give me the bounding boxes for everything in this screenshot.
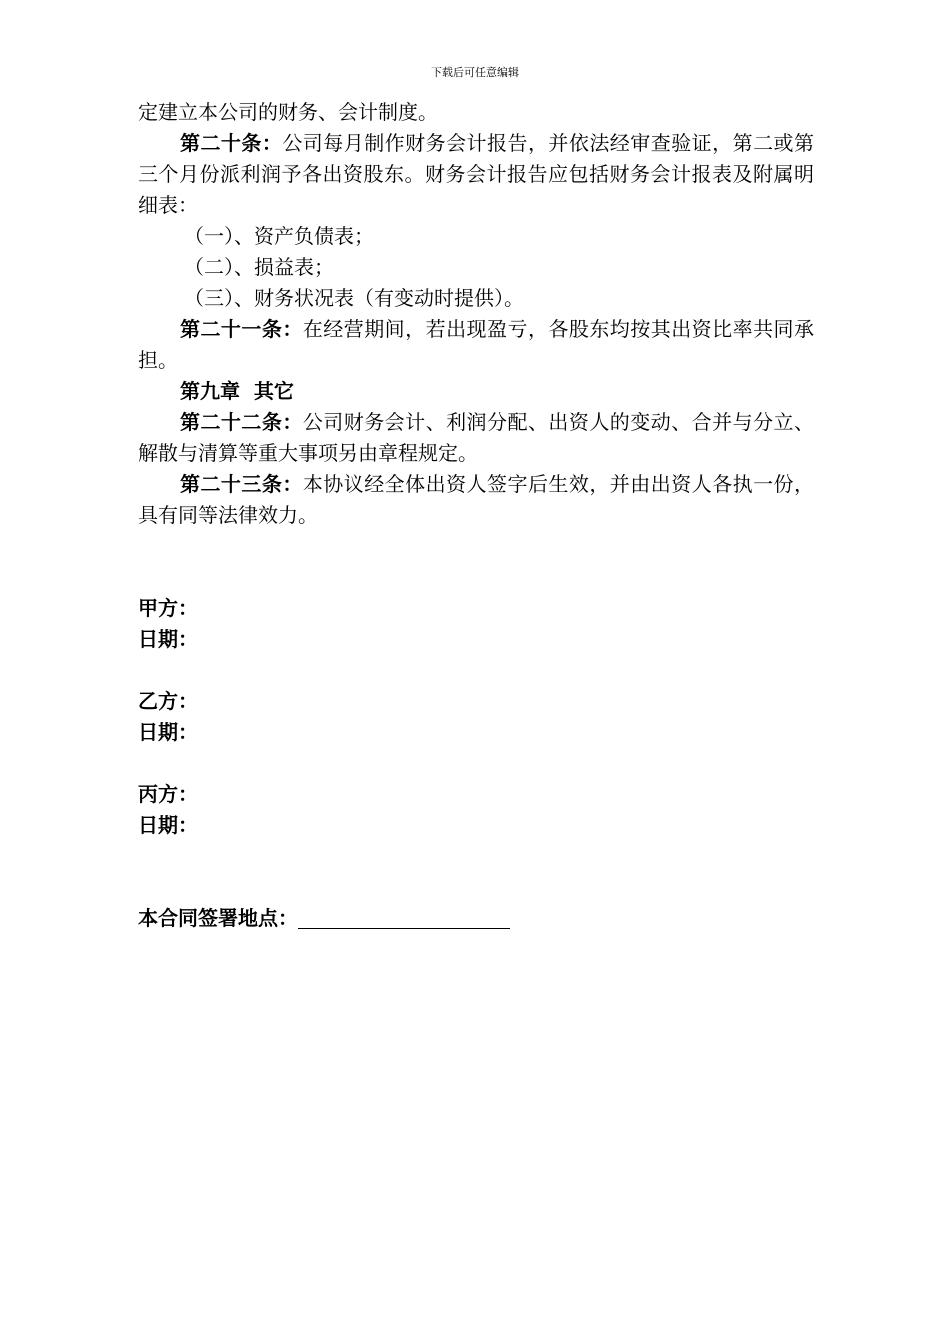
article-20 [138,128,814,221]
document-body [138,97,814,934]
article-23-label: 第二十三条： [180,472,303,496]
page-header: 下载后可任意编辑 [431,66,519,79]
signing-place-label: 本合同签署地点： [138,906,298,930]
list-item: （二）、损益表； [184,255,334,279]
party-b-label: 乙方： [138,689,198,713]
article-22-text: 公司财务会计、利润分配、出资人的变动、合并与分立、解散与清算等重大事项另由章程规定。 [138,410,815,465]
paragraph-continuation: 定建立本公司的财务、会计制度。 [138,100,438,124]
article-20-label: 第二十条： [180,131,283,155]
date-c-label: 日期： [138,813,198,837]
article-23-text: 本协议经全体出资人签字后生效，并由出资人各执一份，具有同等法律效力。 [138,472,815,527]
signing-place-blank [298,906,510,929]
date-a-label: 日期： [138,627,198,651]
list-item: （一）、资产负债表； [184,224,374,248]
party-c-label: 丙方： [138,782,198,806]
list-item: （三）、财务状况表（有变动时提供）。 [184,286,524,310]
article-20-text: 公司每月制作财务会计报告，并依法经审查验证，第二或第三个月份派利润予各出资股东。财务会计报告应包括财务会计报表及附属明细表： [138,131,815,217]
article-21-text: 在经营期间，若出现盈亏，各股东均按其出资比率共同承担。 [138,317,815,372]
party-a-label: 甲方： [138,596,198,620]
signing-place [138,903,814,934]
article-21 [138,314,814,376]
article-22 [138,407,814,469]
article-23 [138,469,814,531]
article-21-label: 第二十一条： [180,317,303,341]
date-b-label: 日期： [138,720,198,744]
article-22-label: 第二十二条： [180,410,303,434]
chapter-heading: 第九章 其它 [180,379,294,403]
